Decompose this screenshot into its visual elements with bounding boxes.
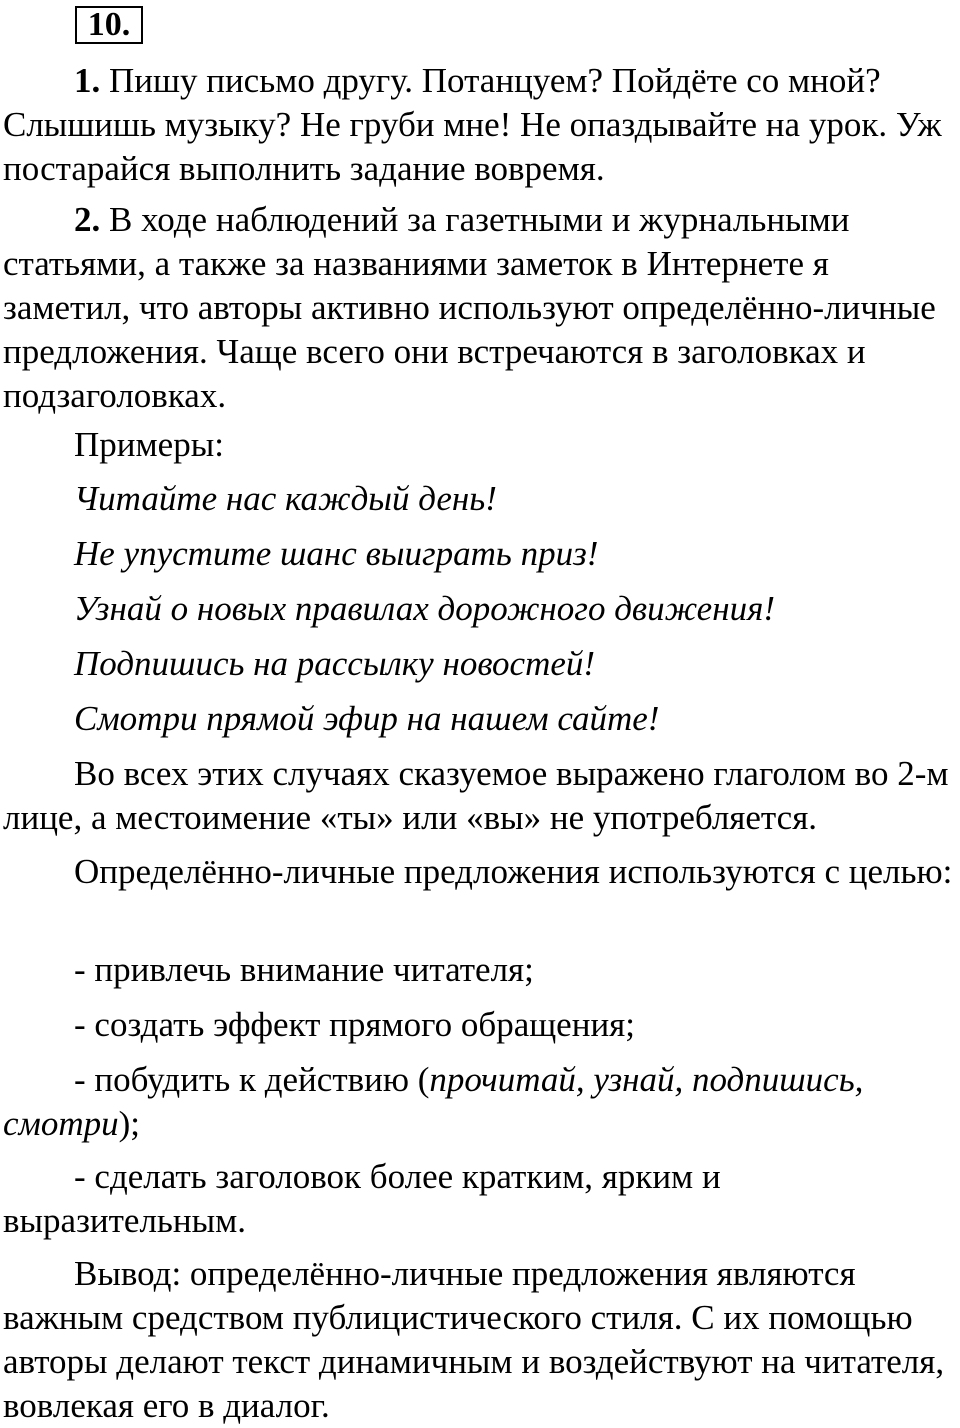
purpose-item: - создать эффект прямого обращения; (74, 1005, 635, 1044)
examples-label: Примеры: (74, 425, 224, 464)
purpose-item: - сделать заголовок более кратким, ярким и выразительным. (3, 1157, 721, 1240)
part-2-text: В ходе наблюдений за газетными и журнальными статьями, а также за названиями заметок в Интернете я заметил, что авторы активно используют определённо-личные предложения. Чаще всего они встречаются в заголовках и подзаголовках. (3, 200, 936, 415)
purpose-item-text: - побудить к действию ( (74, 1060, 430, 1099)
purpose-verbs-italic: прочитай, узнай, подпишись, смотри (3, 1060, 864, 1143)
purpose-intro: Определённо-личные предложения используются с целью: (74, 852, 953, 891)
example-item: Узнай о новых правилах дорожного движения! (74, 589, 776, 628)
task-number-box: 10. (75, 6, 143, 44)
conclusion-paragraph: Вывод: определённо-личные предложения являются важным средством публицистического стиля. С их помощью авторы делают текст динамичным и воздействуют на читателя, вовлекая его в диалог. (3, 1254, 945, 1425)
example-item: Читайте нас каждый день! (74, 479, 497, 518)
observation-paragraph: Во всех этих случаях сказуемое выражено глаголом во 2-м лице, а местоимение «ты» или «вы» не употребляется. (3, 754, 949, 837)
part-2-paragraph (3, 198, 958, 418)
part-1-text: Пишу письмо другу. Потанцуем? Пойдёте со мной? Слышишь музыку? Не груби мне! Не опаздывайте на урок. Уж постарайся выполнить задание вовремя. (3, 61, 942, 188)
part-1-paragraph (3, 59, 958, 191)
example-item: Подпишись на рассылку новостей! (74, 644, 596, 683)
purpose-item (3, 1058, 958, 1146)
part-1-number: 1. (74, 61, 101, 100)
part-2-number: 2. (74, 200, 101, 239)
example-item: Не упустите шанс выиграть приз! (74, 534, 599, 573)
purpose-item: - привлечь внимание читателя; (74, 950, 534, 989)
example-item: Смотри прямой эфир на нашем сайте! (74, 699, 660, 738)
purpose-item-text: ); (118, 1104, 141, 1143)
